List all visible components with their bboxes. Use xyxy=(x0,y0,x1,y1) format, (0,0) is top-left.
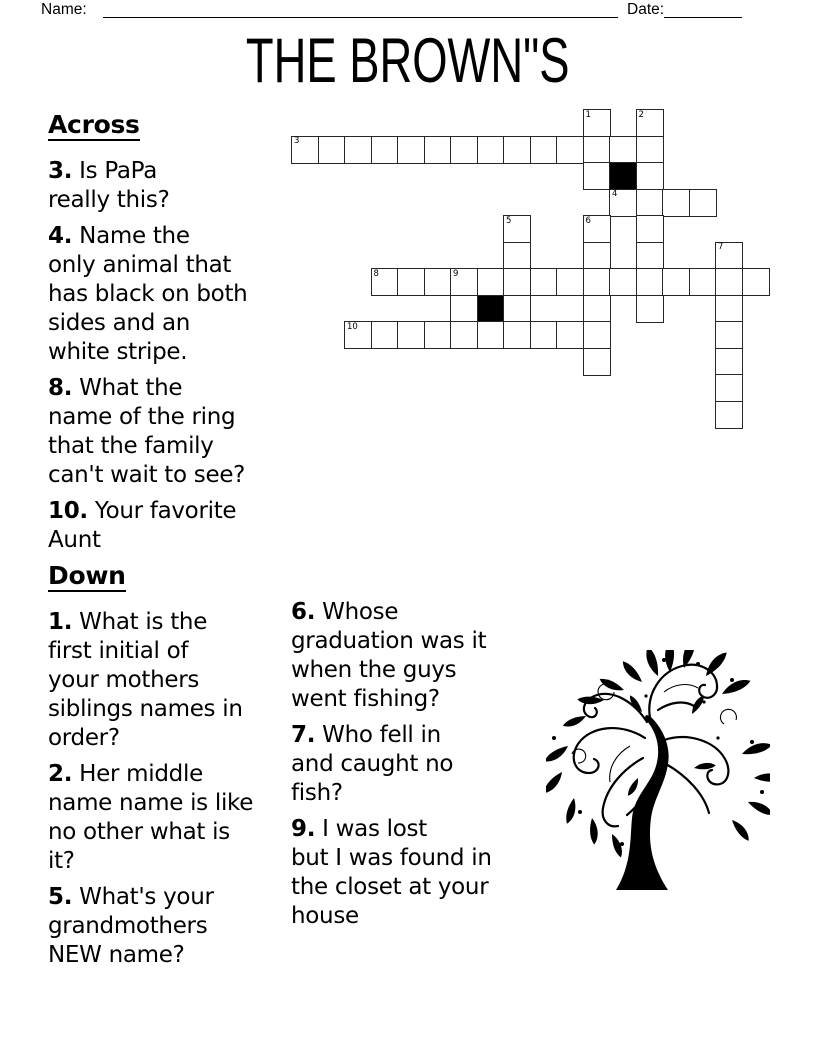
grid-cell-r7c4 xyxy=(371,268,399,296)
grid-cell-r11c17 xyxy=(715,374,743,402)
grid-cell-r2c13 xyxy=(609,136,637,164)
grid-cell-r9c5 xyxy=(397,321,425,349)
grid-cell-r9c7 xyxy=(450,321,478,349)
grid-cell-r7c14 xyxy=(636,268,664,296)
grid-cell-r8c7 xyxy=(450,295,478,323)
clue-across-10: 10. Your favorite Aunt xyxy=(48,498,237,553)
grid-cell-r4c15 xyxy=(662,189,690,217)
clue-number: 7. xyxy=(291,722,316,748)
grid-cell-r7c8 xyxy=(477,268,505,296)
grid-cell-r2c10 xyxy=(530,136,558,164)
grid-cell-r9c3 xyxy=(344,321,372,349)
grid-cell-number: 9 xyxy=(453,268,459,279)
grid-cell-r9c11 xyxy=(556,321,584,349)
grid-cell-r3c13-black xyxy=(609,162,637,190)
grid-cell-r7c12 xyxy=(583,268,611,296)
grid-cell-r6c12 xyxy=(583,242,611,270)
grid-cell-r4c16 xyxy=(689,189,717,217)
grid-cell-r9c6 xyxy=(424,321,452,349)
grid-cell-r9c12 xyxy=(583,321,611,349)
grid-cell-number: 8 xyxy=(373,268,379,279)
grid-cell-r3c12 xyxy=(583,162,611,190)
grid-cell-r7c7 xyxy=(450,268,478,296)
grid-cell-r9c10 xyxy=(530,321,558,349)
grid-cell-r5c14 xyxy=(636,215,664,243)
clue-number: 5. xyxy=(48,884,73,910)
grid-cell-r4c13 xyxy=(609,189,637,217)
grid-cell-r7c6 xyxy=(424,268,452,296)
grid-cell-number: 10 xyxy=(347,321,358,332)
grid-cell-r7c15 xyxy=(662,268,690,296)
grid-cell-r8c12 xyxy=(583,295,611,323)
grid-cell-r9c9 xyxy=(503,321,531,349)
grid-cell-r8c14 xyxy=(636,295,664,323)
grid-cell-number: 7 xyxy=(718,242,724,252)
grid-cell-number: 4 xyxy=(612,189,618,199)
clue-number: 10. xyxy=(48,498,88,524)
grid-cell-r1c12 xyxy=(583,109,611,137)
clue-number: 3. xyxy=(48,158,73,184)
grid-cell-r2c7 xyxy=(450,136,478,164)
clue-number: 4. xyxy=(48,223,73,249)
grid-cell-r9c8 xyxy=(477,321,505,349)
tree-trunk xyxy=(616,715,669,890)
across-clues-list xyxy=(48,157,293,555)
clue-down-1: 1. What is the first initial of your mothers siblings names in order? xyxy=(48,609,243,751)
clue-number: 8. xyxy=(48,375,73,401)
clue-down-5: 5. What's your grandmothers NEW name? xyxy=(48,884,214,968)
grid-cell-number: 1 xyxy=(585,109,591,120)
grid-cell-r7c13 xyxy=(609,268,637,296)
grid-cell-r2c9 xyxy=(503,136,531,164)
grid-cell-r2c8 xyxy=(477,136,505,164)
grid-cell-r7c16 xyxy=(689,268,717,296)
down-heading: Down xyxy=(48,561,126,590)
clue-across-4: 4. Name the only animal that has black on both sides and an white stripe. xyxy=(48,223,248,365)
grid-cell-number: 2 xyxy=(638,109,644,120)
name-label: Name: xyxy=(41,1,87,18)
grid-cell-r2c3 xyxy=(344,136,372,164)
grid-cell-number: 3 xyxy=(294,136,300,146)
clues-column-left xyxy=(48,111,293,977)
grid-cell-r9c17 xyxy=(715,321,743,349)
grid-cell-r2c2 xyxy=(318,136,346,164)
clue-number: 1. xyxy=(48,609,73,635)
page-title xyxy=(0,26,816,96)
clue-number: 6. xyxy=(291,599,316,625)
grid-cell-r5c9 xyxy=(503,215,531,243)
grid-cell-r2c6 xyxy=(424,136,452,164)
clue-down-9: 9. I was lost but I was found in the closet at your house xyxy=(291,816,492,929)
grid-cell-r7c5 xyxy=(397,268,425,296)
name-blank-line xyxy=(103,2,618,18)
clue-down-6: 6. Whose graduation was it when the guys went fishing? xyxy=(291,599,487,712)
grid-cell-r10c12 xyxy=(583,348,611,376)
grid-cell-r8c9 xyxy=(503,295,531,323)
clue-across-3: 3. Is PaPa really this? xyxy=(48,158,170,213)
clue-across-8: 8. What the name of the ring that the family can't wait to see? xyxy=(48,375,246,488)
grid-cell-r7c18 xyxy=(742,268,770,296)
grid-cell-r3c14 xyxy=(636,162,664,190)
clue-down-2: 2. Her middle name name is like no other what is it? xyxy=(48,761,254,874)
grid-cell-r2c1 xyxy=(291,136,319,164)
date-label: Date: xyxy=(627,1,665,18)
grid-cell-r1c14 xyxy=(636,109,664,137)
clue-number: 9. xyxy=(291,816,316,842)
grid-cell-r10c17 xyxy=(715,348,743,376)
down-clues-list-middle xyxy=(291,598,531,938)
grid-cell-r12c17 xyxy=(715,401,743,429)
grid-cell-r6c17 xyxy=(715,242,743,270)
grid-cell-r2c5 xyxy=(397,136,425,164)
grid-cell-r2c11 xyxy=(556,136,584,164)
grid-cell-r2c12 xyxy=(583,136,611,164)
grid-cell-r6c9 xyxy=(503,242,531,270)
grid-cell-r6c14 xyxy=(636,242,664,270)
tree-flourish-graphic xyxy=(546,650,770,892)
page-title-text: THE BROWN"S xyxy=(246,26,570,96)
grid-cell-r2c4 xyxy=(371,136,399,164)
grid-cell-r4c14 xyxy=(636,189,664,217)
date-blank-line xyxy=(664,2,742,18)
grid-cell-r5c12 xyxy=(583,215,611,243)
crossword-grid xyxy=(291,109,770,429)
down-clues-list-left xyxy=(48,608,293,970)
grid-cell-r8c17 xyxy=(715,295,743,323)
grid-cell-r7c11 xyxy=(556,268,584,296)
across-heading: Across xyxy=(48,110,140,139)
grid-cell-r7c9 xyxy=(503,268,531,296)
grid-cell-number: 6 xyxy=(585,215,591,226)
grid-cell-r7c17 xyxy=(715,268,743,296)
grid-cell-r2c14 xyxy=(636,136,664,164)
grid-cell-number: 5 xyxy=(506,215,512,226)
grid-cell-r8c8-black xyxy=(477,295,505,323)
clue-down-7: 7. Who fell in and caught no fish? xyxy=(291,722,454,806)
grid-cell-r9c4 xyxy=(371,321,399,349)
clue-number: 2. xyxy=(48,761,73,787)
grid-cell-r7c10 xyxy=(530,268,558,296)
